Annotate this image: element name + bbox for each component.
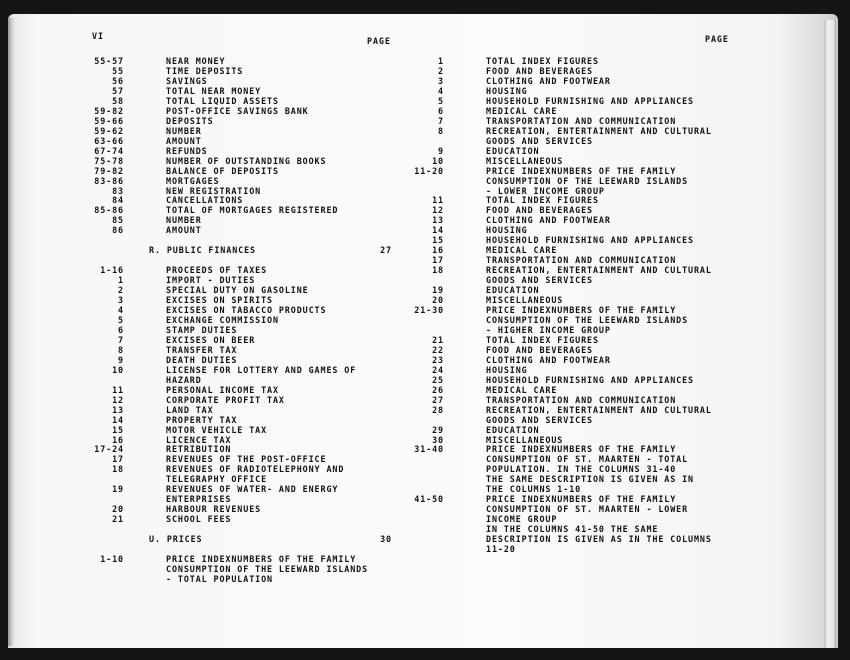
column-range: 58 xyxy=(112,95,124,106)
page-ref: 31-40 xyxy=(414,444,444,455)
right-page-header: PAGE xyxy=(705,34,729,44)
entry-label: TIME DEPOSITS xyxy=(166,66,244,76)
page-ref: 23 xyxy=(432,354,444,365)
column-range: 17 xyxy=(112,454,124,465)
column-range: 86 xyxy=(112,225,124,236)
right-entry-label: INCOME GROUP xyxy=(486,514,558,525)
column-range: 16 xyxy=(112,434,124,445)
right-entry-label: FOOD AND BEVERAGES xyxy=(486,205,593,216)
right-entry-label: FOOD AND BEVERAGES xyxy=(486,344,593,355)
entry-label: POST-OFFICE SAVINGS BANK xyxy=(166,105,309,116)
column-range: 85 xyxy=(112,215,124,226)
right-entry-label: GOODS AND SERVICES xyxy=(486,414,593,425)
section-page: 30 xyxy=(380,534,392,545)
page-ref: 19 xyxy=(432,285,444,296)
section-heading: R. PUBLIC FINANCES xyxy=(149,245,256,256)
right-entry-label: HOUSING xyxy=(486,225,528,236)
page-ref: 41-50 xyxy=(414,494,444,505)
entry-label: AMOUNT xyxy=(166,225,202,236)
page-ref: 28 xyxy=(432,404,444,415)
entry-label: NEW REGISTRATION xyxy=(166,185,262,196)
column-range: 18 xyxy=(112,464,124,475)
entry-label: STAMP DUTIES xyxy=(166,324,238,335)
right-entry-label: EDUCATION xyxy=(486,145,540,156)
right-entry-label: MISCELLANEOUS xyxy=(486,434,564,445)
page-ref: 3 xyxy=(438,75,444,86)
column-range: 17-24 xyxy=(94,444,124,455)
column-range: 15 xyxy=(112,424,124,435)
entry-label: REVENUES OF THE POST-OFFICE xyxy=(166,454,327,465)
entry-label: DEATH DUTIES xyxy=(166,354,238,365)
entry-label: NUMBER xyxy=(166,215,202,226)
entry-label: PRICE INDEXNUMBERS OF THE FAMILY xyxy=(166,554,357,564)
right-entry-label: POPULATION. IN THE COLUMNS 31-40 xyxy=(486,464,677,475)
column-range: 57 xyxy=(112,85,124,96)
right-entry-label: IN THE COLUMNS 41-50 THE SAME xyxy=(486,524,659,535)
page-ref: 4 xyxy=(438,85,444,96)
entry-label: EXCISES ON BEER xyxy=(166,334,256,345)
entry-label: - TOTAL POPULATION xyxy=(166,573,273,584)
entry-label: TOTAL NEAR MONEY xyxy=(166,85,262,96)
right-entry-label: THE COLUMNS 1-10 xyxy=(486,484,582,495)
column-range: 84 xyxy=(112,195,124,206)
column-range: 11 xyxy=(112,384,124,395)
column-range: 83 xyxy=(112,185,124,196)
entry-label: NUMBER xyxy=(166,125,202,136)
entry-label: BALANCE OF DEPOSITS xyxy=(166,165,279,176)
page-ref: 6 xyxy=(438,105,444,116)
entry-label: REVENUES OF RADIOTELEPHONY AND xyxy=(166,464,345,475)
page-ref: 30 xyxy=(432,434,444,445)
right-entry-label: TRANSPORTATION AND COMMUNICATION xyxy=(486,115,677,126)
entry-label: MOTOR VEHICLE TAX xyxy=(166,424,268,435)
entry-label: TRANSFER TAX xyxy=(166,344,238,355)
column-range: 79-82 xyxy=(94,165,124,176)
entry-label: NUMBER OF OUTSTANDING BOOKS xyxy=(166,155,327,166)
entry-label: LICENSE FOR LOTTERY AND GAMES OF xyxy=(166,364,357,375)
page-ref: 21 xyxy=(432,334,444,345)
right-entry-label: CONSUMPTION OF ST. MAARTEN - TOTAL xyxy=(486,454,689,465)
page-ref: 17 xyxy=(432,255,444,266)
column-range: 67-74 xyxy=(94,145,124,156)
right-entry-label: TRANSPORTATION AND COMMUNICATION xyxy=(486,394,677,405)
column-range: 59-62 xyxy=(94,125,124,136)
page-edge-left xyxy=(8,18,16,646)
right-entry-label: MISCELLANEOUS xyxy=(486,295,564,305)
column-range: 8 xyxy=(118,344,124,355)
column-range: 85-86 xyxy=(94,205,124,216)
section-heading: U. PRICES xyxy=(149,534,203,545)
column-range: 3 xyxy=(118,295,124,305)
left-page-header: PAGE xyxy=(367,36,391,46)
page-ref: 22 xyxy=(432,344,444,355)
entry-label: HAZARD xyxy=(166,374,202,385)
entry-label: SAVINGS xyxy=(166,75,208,86)
column-range: 59-82 xyxy=(94,105,124,116)
page-ref: 11-20 xyxy=(414,165,444,176)
right-entry-label: CLOTHING AND FOOTWEAR xyxy=(486,75,611,86)
entry-label: TOTAL OF MORTGAGES REGISTERED xyxy=(166,205,339,216)
right-entry-label: RECREATION, ENTERTAINMENT AND CULTURAL xyxy=(486,265,712,276)
right-entry-label: DESCRIPTION IS GIVEN AS IN THE COLUMNS xyxy=(486,534,712,545)
page-ref: 11 xyxy=(432,195,444,206)
right-entry-label: PRICE INDEXNUMBERS OF THE FAMILY xyxy=(486,494,677,505)
column-range: 12 xyxy=(112,394,124,405)
entry-label: LAND TAX xyxy=(166,404,214,415)
page-ref: 29 xyxy=(432,424,444,435)
page-ref: 9 xyxy=(438,145,444,156)
right-entry-label: HOUSEHOLD FURNISHING AND APPLIANCES xyxy=(486,95,694,106)
entry-label: CANCELLATIONS xyxy=(166,195,244,206)
entry-label: DEPOSITS xyxy=(166,115,214,126)
column-range: 14 xyxy=(112,414,124,425)
right-entry-label: RECREATION, ENTERTAINMENT AND CULTURAL xyxy=(486,404,712,415)
right-entry-label: GOODS AND SERVICES xyxy=(486,135,593,146)
right-entry-label: TOTAL INDEX FIGURES xyxy=(486,334,599,345)
right-entry-label: HOUSEHOLD FURNISHING AND APPLIANCES xyxy=(486,374,694,385)
entry-label: EXCISES ON SPIRITS xyxy=(166,295,273,305)
page-ref: 18 xyxy=(432,265,444,276)
right-entry-label: MISCELLANEOUS xyxy=(486,155,564,166)
page-ref: 13 xyxy=(432,215,444,226)
column-range: 1-16 xyxy=(100,265,124,276)
page-ref: 24 xyxy=(432,364,444,375)
right-entry-label: MEDICAL CARE xyxy=(486,245,558,256)
page-ref: 12 xyxy=(432,205,444,216)
entry-label: PROPERTY TAX xyxy=(166,414,238,425)
column-range: 63-66 xyxy=(94,135,124,146)
right-entry-label: TOTAL INDEX FIGURES xyxy=(486,56,599,66)
column-range: 55-57 xyxy=(94,56,124,66)
right-entry-label: GOODS AND SERVICES xyxy=(486,275,593,286)
entry-label: PERSONAL INCOME TAX xyxy=(166,384,279,395)
entry-label: RETRIBUTION xyxy=(166,444,232,455)
right-entry-label: MEDICAL CARE xyxy=(486,105,558,116)
page-edge-right xyxy=(824,20,836,648)
page-ref: 2 xyxy=(438,66,444,76)
right-entry-label: HOUSEHOLD FURNISHING AND APPLIANCES xyxy=(486,235,694,246)
right-entry-label: - HIGHER INCOME GROUP xyxy=(486,324,611,335)
entry-label: NEAR MONEY xyxy=(166,56,226,66)
right-entry-label: - LOWER INCOME GROUP xyxy=(486,185,605,196)
page-ref: 20 xyxy=(432,295,444,305)
entry-label: EXCHANGE COMMISSION xyxy=(166,315,279,325)
right-entry-label: HOUSING xyxy=(486,364,528,375)
right-entry-label: THE SAME DESCRIPTION IS GIVEN AS IN xyxy=(486,474,694,485)
right-entry-label: RECREATION, ENTERTAINMENT AND CULTURAL xyxy=(486,125,712,136)
column-range: 13 xyxy=(112,404,124,415)
right-entry-label: CONSUMPTION OF THE LEEWARD ISLANDS xyxy=(486,175,689,186)
entry-label: CORPORATE PROFIT TAX xyxy=(166,394,285,405)
entry-label: LICENCE TAX xyxy=(166,434,232,445)
page-ref: 21-30 xyxy=(414,305,444,315)
right-entry-label: CONSUMPTION OF ST. MAARTEN - LOWER xyxy=(486,504,689,515)
column-range: 7 xyxy=(118,334,124,345)
right-entry-label: PRICE INDEXNUMBERS OF THE FAMILY xyxy=(486,444,677,455)
column-range: 19 xyxy=(112,484,124,495)
right-entry-label: EDUCATION xyxy=(486,285,540,296)
page-number: VI xyxy=(92,31,104,41)
page-ref: 25 xyxy=(432,374,444,385)
entry-label: TOTAL LIQUID ASSETS xyxy=(166,95,279,106)
page-ref: 5 xyxy=(438,95,444,106)
page-ref: 14 xyxy=(432,225,444,236)
entry-label: SPECIAL DUTY ON GASOLINE xyxy=(166,285,309,296)
entry-label: REFUNDS xyxy=(166,145,208,156)
column-range: 20 xyxy=(112,504,124,515)
column-range: 21 xyxy=(112,514,124,525)
entry-label: EXCISES ON TABACCO PRODUCTS xyxy=(166,305,327,315)
column-range: 1 xyxy=(118,275,124,286)
section-page: 27 xyxy=(380,245,392,256)
right-entry-label: CONSUMPTION OF THE LEEWARD ISLANDS xyxy=(486,315,689,325)
entry-label: IMPORT - DUTIES xyxy=(166,275,256,286)
entry-label: ENTERPRISES xyxy=(166,494,232,505)
right-entry-label: CLOTHING AND FOOTWEAR xyxy=(486,354,611,365)
right-entry-label: EDUCATION xyxy=(486,424,540,435)
right-entry-label: TRANSPORTATION AND COMMUNICATION xyxy=(486,255,677,266)
column-range: 1-10 xyxy=(100,554,124,564)
column-range: 59-66 xyxy=(94,115,124,126)
column-range: 9 xyxy=(118,354,124,365)
page-ref: 1 xyxy=(438,56,444,66)
right-entry-label: CLOTHING AND FOOTWEAR xyxy=(486,215,611,226)
page-ref: 26 xyxy=(432,384,444,395)
entry-label: MORTGAGES xyxy=(166,175,220,186)
right-entry-label: FOOD AND BEVERAGES xyxy=(486,66,593,76)
right-entry-label: MEDICAL CARE xyxy=(486,384,558,395)
entry-label: SCHOOL FEES xyxy=(166,514,232,525)
page-ref: 15 xyxy=(432,235,444,246)
column-range: 83-86 xyxy=(94,175,124,186)
entry-label: TELEGRAPHY OFFICE xyxy=(166,474,268,485)
page-ref: 8 xyxy=(438,125,444,136)
entry-label: HARBOUR REVENUES xyxy=(166,504,262,515)
right-entry-label: TOTAL INDEX FIGURES xyxy=(486,195,599,206)
page-ref: 7 xyxy=(438,115,444,126)
column-range: 55 xyxy=(112,66,124,76)
page-ref: 16 xyxy=(432,245,444,256)
column-range: 2 xyxy=(118,285,124,296)
entry-label: REVENUES OF WATER- AND ENERGY xyxy=(166,484,339,495)
column-range: 6 xyxy=(118,324,124,335)
column-range: 4 xyxy=(118,305,124,315)
entry-label: PROCEEDS OF TAXES xyxy=(166,265,268,276)
right-entry-label: HOUSING xyxy=(486,85,528,96)
column-range: 75-78 xyxy=(94,155,124,166)
page-ref: 10 xyxy=(432,155,444,166)
entry-label: CONSUMPTION OF THE LEEWARD ISLANDS xyxy=(166,564,369,574)
right-entry-label: PRICE INDEXNUMBERS OF THE FAMILY xyxy=(486,165,677,176)
right-entry-label: 11-20 xyxy=(486,544,516,554)
column-range: 10 xyxy=(112,364,124,375)
column-range: 5 xyxy=(118,315,124,325)
column-range: 56 xyxy=(112,75,124,86)
right-entry-label: PRICE INDEXNUMBERS OF THE FAMILY xyxy=(486,305,677,315)
entry-label: AMOUNT xyxy=(166,135,202,146)
page-ref: 27 xyxy=(432,394,444,405)
